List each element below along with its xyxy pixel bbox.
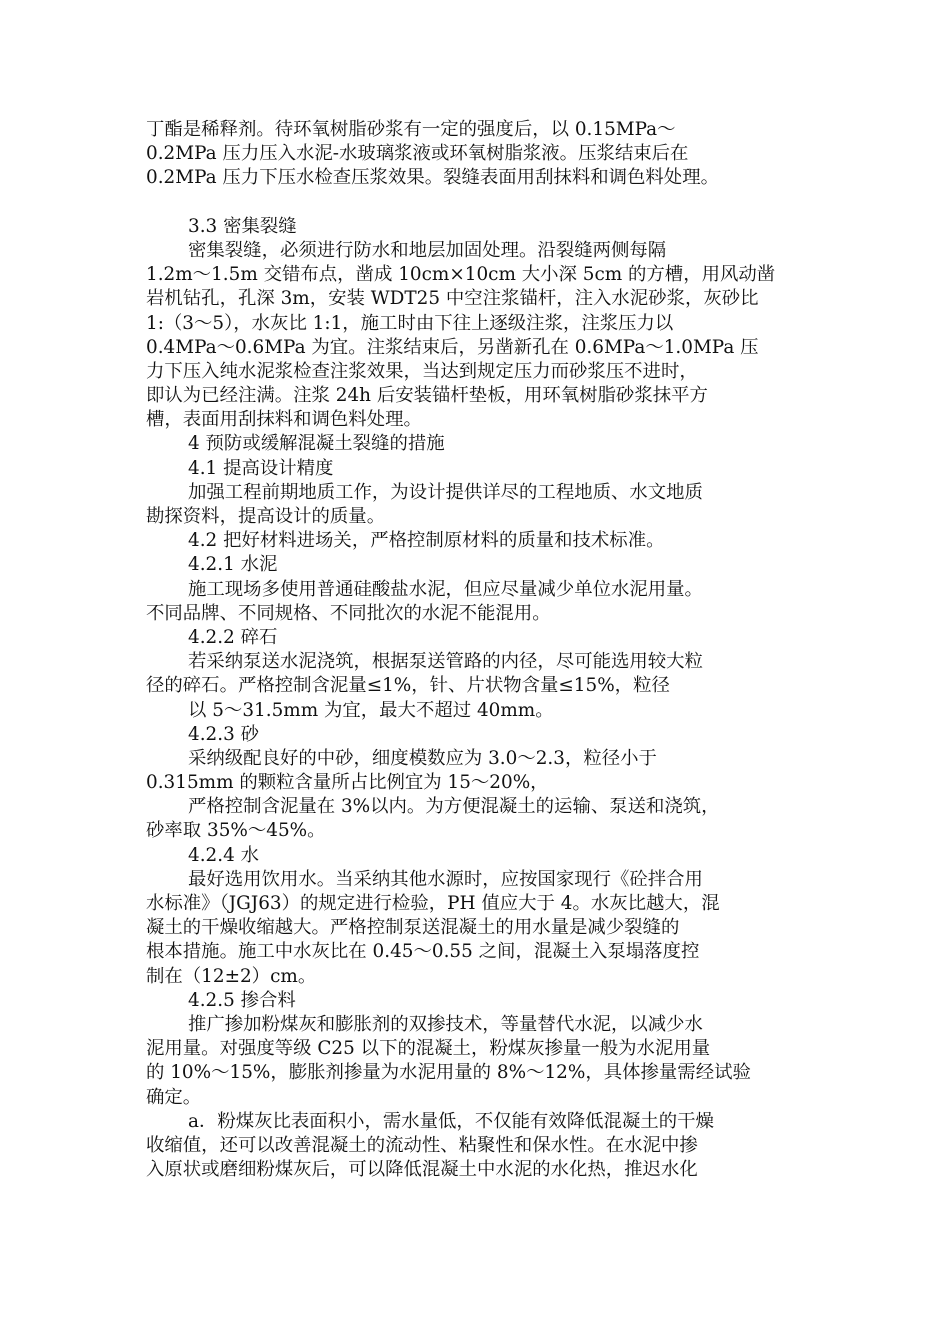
text-line: 槽，表面用刮抹料和调色料处理。 [146, 409, 422, 431]
text-line: 若采纳泵送水泥浇筑，根据泵送管路的内径，尽可能选用较大粒 [188, 651, 703, 673]
text-line: 力下压入纯水泥浆检查注浆效果，当达到规定压力而砂浆压不进时， [146, 360, 698, 382]
text-line: 不同品牌、不同规格、不同批次的水泥不能混用。 [146, 602, 551, 624]
text-line: 的 10%～15%，膨胀剂掺量为水泥用量的 8%～12%，具体掺量需经试验 [146, 1062, 751, 1084]
blank-line [146, 191, 836, 215]
text-line: 径的碎石。严格控制含泥量≤1%，针、片状物含量≤15%，粒径 [146, 675, 670, 697]
text-line: 丁酯是稀释剂。待环氧树脂砂浆有一定的强度后，以 0.15MPa～ [146, 119, 676, 140]
text-line: 凝土的干燥收缩越大。严格控制泵送混凝土的用水量是减少裂缝的 [146, 917, 680, 939]
text-line: 密集裂缝，必须进行防水和地层加固处理。沿裂缝两侧每隔 [188, 239, 667, 261]
text-line: 制在（12±2）cm。 [146, 965, 317, 987]
text-line: 1:（3～5），水灰比 1:1，施工时由下往上逐级注浆，注浆压力以 [146, 312, 674, 334]
text-line: 确定。 [146, 1086, 202, 1108]
section-heading: 4 预防或缓解混凝土裂缝的措施 [188, 433, 445, 455]
section-heading: 4.2.4 水 [188, 844, 260, 866]
text-line: 岩机钻孔，孔深 3m，安装 WDT25 中空注浆锚杆，注入水泥砂浆，灰砂比 [146, 288, 759, 310]
text-line: 0.2MPa 压力压入水泥-水玻璃浆液或环氧树脂浆液。压浆结束后在 [146, 143, 689, 165]
text-line: 以 5～31.5mm 为宜，最大不超过 40mm。 [188, 699, 554, 721]
text-line: 根本措施。施工中水灰比在 0.45～0.55 之间，混凝土入泵塌落度控 [146, 941, 700, 963]
text-line: 0.315mm 的颗粒含量所占比例宜为 15～20%， [146, 772, 549, 794]
text-line: 即认为已经注满。注浆 24h 后安装锚杆垫板，用环氧树脂砂浆抹平方 [146, 385, 708, 407]
section-heading: 4.1 提高设计精度 [188, 457, 334, 479]
document-page [146, 118, 836, 1182]
text-line: 收缩值，还可以改善混凝土的流动性、粘聚性和保水性。在水泥中掺 [146, 1134, 698, 1156]
text-line: 最好选用饮用水。当采纳其他水源时，应按国家现行《砼拌合用 [188, 868, 703, 890]
text-line: 0.4MPa～0.6MPa 为宜。注浆结束后，另凿新孔在 0.6MPa～1.0MPa 压 [146, 336, 759, 358]
text-line: 水标准》（JGJ63）的规定进行检验，PH 值应大于 4。水灰比越大，混 [146, 893, 720, 914]
text-line: 砂率取 35%～45%。 [146, 820, 326, 842]
text-line: 勘探资料，提高设计的质量。 [146, 506, 386, 527]
text-line: 推广掺加粉煤灰和膨胀剂的双掺技术，等量替代水泥，以减少水 [188, 1013, 703, 1035]
text-line: 加强工程前期地质工作，为设计提供详尽的工程地质、水文地质 [188, 481, 703, 503]
section-heading: 4.2.5 掺合料 [188, 989, 296, 1011]
section-heading: 3.3 密集裂缝 [188, 215, 297, 237]
section-heading: 4.2.1 水泥 [188, 554, 278, 576]
text-line: 入原状或磨细粉煤灰后，可以降低混凝土中水泥的水化热，推迟水化 [146, 1159, 698, 1181]
text-line: a．粉煤灰比表面积小，需水量低，不仅能有效降低混凝土的干燥 [188, 1110, 714, 1132]
text-line: 施工现场多使用普通硅酸盐水泥，但应尽量减少单位水泥用量。 [188, 578, 703, 600]
text-line: 1.2m～1.5m 交错布点，凿成 10cm×10cm 大小深 5cm 的方槽，用风动凿 [146, 264, 776, 286]
text-line: 采纳级配良好的中砂，细度模数应为 3.0～2.3，粒径小于 [188, 747, 657, 769]
text-line: 0.2MPa 压力下压水检查压浆效果。裂缝表面用刮抹料和调色料处理。 [146, 167, 719, 189]
text-line: 严格控制含泥量在 3%以内。为方便混凝土的运输、泵送和浇筑， [188, 796, 720, 818]
section-heading: 4.2 把好材料进场关，严格控制原材料的质量和技术标准。 [188, 530, 665, 552]
section-heading: 4.2.3 砂 [188, 723, 260, 745]
section-heading: 4.2.2 碎石 [188, 626, 278, 648]
text-line: 泥用量。对强度等级 C25 以下的混凝土，粉煤灰掺量一般为水泥用量 [146, 1038, 711, 1060]
